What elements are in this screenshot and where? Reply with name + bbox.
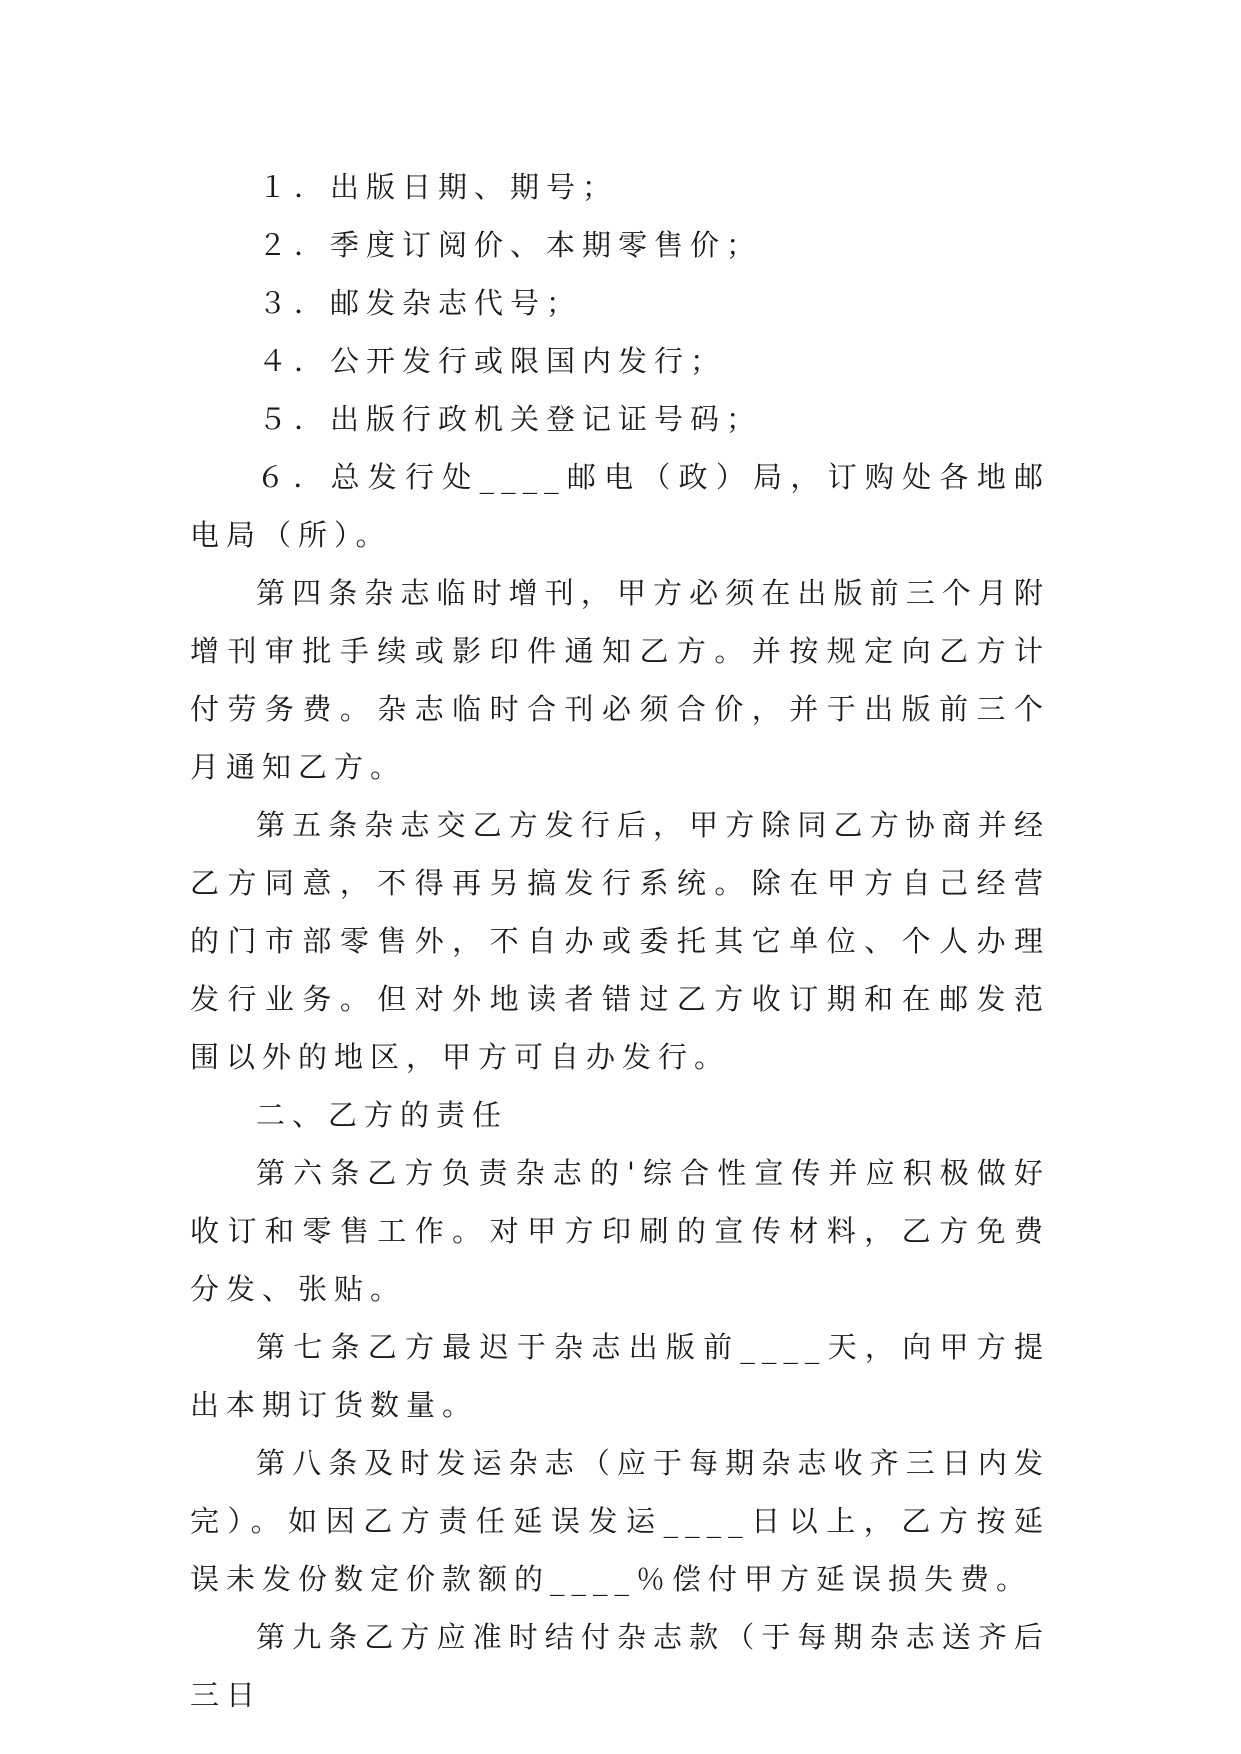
list-item-registration-number: ５．出版行政机关登记证号码； xyxy=(258,402,763,436)
paragraph-article-9: 第九条乙方应准时结付杂志款（于每期杂志送齐后三日 xyxy=(190,1620,1050,1712)
paragraph-general-distributor: ６．总发行处____邮电（政）局，订购处各地邮电局（所）。 xyxy=(190,460,1050,552)
document-body xyxy=(190,158,1050,1724)
paragraph-article-5: 第五条杂志交乙方发行后，甲方除同乙方协商并经乙方同意，不得再另搞发行系统。除在甲方自己经营的门市部零售外，不自办或委托其它单位、个人办理发行业务。但对外地读者错过乙方收订期和在邮发范围以外的地区，甲方可自办发行。 xyxy=(190,808,1050,1074)
paragraph-article-4: 第四条杂志临时增刊，甲方必须在出版前三个月附增刊审批手续或影印件通知乙方。并按规定向乙方计付劳务费。杂志临时合刊必须合价，并于出版前三个月通知乙方。 xyxy=(190,576,1050,784)
paragraph-article-8: 第八条及时发运杂志（应于每期杂志收齐三日内发完）。如因乙方责任延误发运____日以上，乙方按延误未发份数定价款额的____％偿付甲方延误损失费。 xyxy=(190,1446,1050,1596)
list-item-postal-code: ３．邮发杂志代号； xyxy=(258,286,583,320)
list-item-publication-date: １．出版日期、期号； xyxy=(258,170,619,204)
list-item-price: ２．季度订阅价、本期零售价； xyxy=(258,228,763,262)
paragraph-article-7: 第七条乙方最迟于杂志出版前____天，向甲方提出本期订货数量。 xyxy=(190,1330,1050,1422)
list-item-distribution-scope: ４．公开发行或限国内发行； xyxy=(258,344,727,378)
section-heading-party-b-duties: 二、乙方的责任 xyxy=(256,1098,509,1132)
paragraph-article-6: 第六条乙方负责杂志的'综合性宣传并应积极做好收订和零售工作。对甲方印刷的宣传材料，乙方免费分发、张贴。 xyxy=(190,1156,1050,1306)
